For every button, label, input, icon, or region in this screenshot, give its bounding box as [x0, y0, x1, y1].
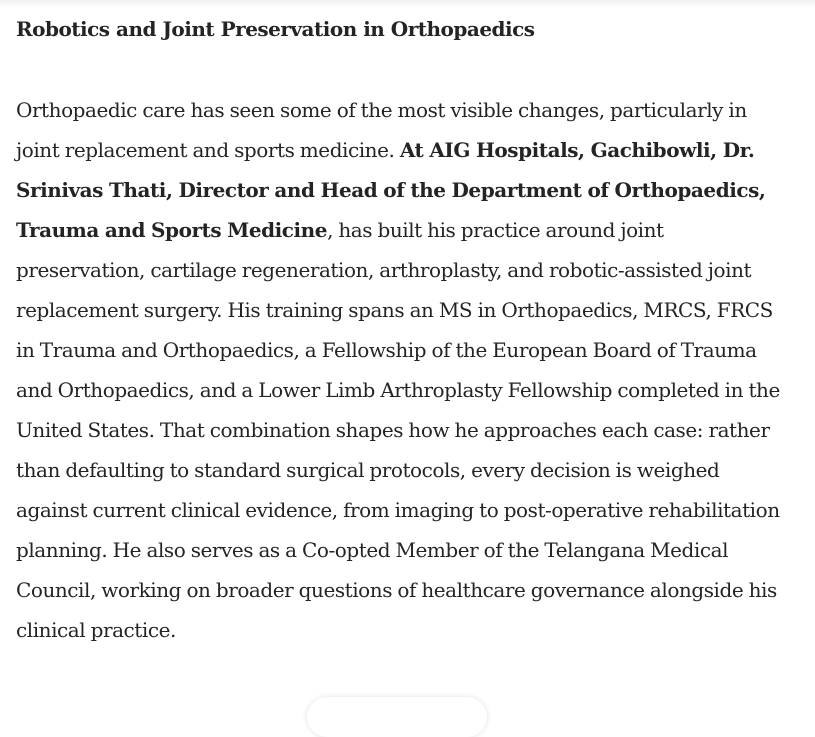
section-heading: Robotics and Joint Preservation in Orthopaedics	[16, 17, 535, 41]
paragraph-intro: Orthopaedic care has seen some of the most visible changes, particularly in joint replacement and sports medicine.	[16, 98, 747, 162]
floating-action-bar[interactable]	[307, 697, 487, 737]
top-edge-shadow	[0, 0, 815, 8]
article-paragraph	[16, 90, 786, 650]
paragraph-bold-highlight: At AIG Hospitals, Gachibowli, Dr. Srinivas Thati, Director and Head of the Department of Orthopaedics, Trauma and Sports Medicine	[16, 138, 766, 242]
paragraph-rest: , has built his practice around joint preservation, cartilage regeneration, arthroplasty, and robotic-assisted joint replacement surgery. His training spans an MS in Orthopaedics, MRCS, FRCS in Trauma and Orthopaedics, a Fellowship of the European Board of Trauma and Orthopaedics, and a Lower Limb Arthroplasty Fellowship completed in the United States. That combination shapes how he approaches each case: rather than defaulting to standard surgical protocols, every decision is weighed against current clinical evidence, from imaging to post-operative rehabilitation planning. He also serves as a Co-opted Member of the Telangana Medical Council, working on broader questions of healthcare governance alongside his clinical practice.	[16, 218, 780, 642]
